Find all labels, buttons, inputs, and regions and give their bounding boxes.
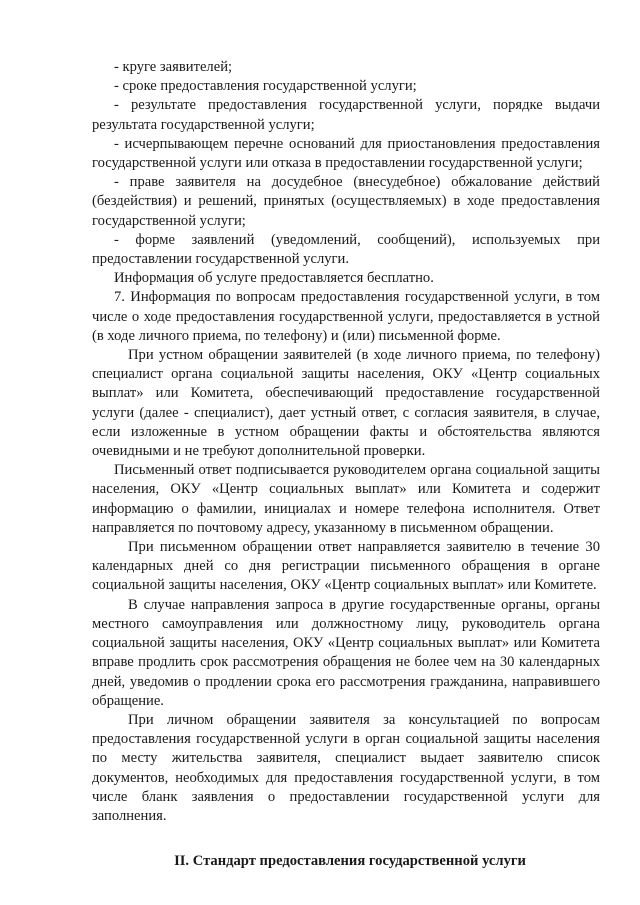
document-body [92,58,600,826]
paragraph-item-7: 7. Информация по вопросам предоставления государственной услуги, в том числе о ходе предоставления государственной услуги, предоставляется в устной (в ходе личного приема, по телефону) и (или) письменной форме. [92,289,600,344]
paragraph-free-info: Информация об услуге предоставляется бесплатно. [114,270,434,287]
paragraph-personal-visit: При личном обращении заявителя за консультацией по вопросам предоставления государственной услуги в орган социальной защиты населения по месту жительства заявителя, специалист выдает заявителю список документов, необходимых для предоставления государственной услуги, в том числе бланк заявления о предоставлении государственной услуги для заполнения. [92,711,600,824]
paragraph-request-extension: В случае направления запроса в другие государственные органы, органы местного самоуправления или должностному лицу, руководитель органа социальной защиты населения, ОКУ «Центр социальных выплат» или Комитета вправе продлить срок рассмотрения обращения не более чем на 30 календарных дней, уведомив о продлении срока его рассмотрения гражданина, направившего обращение. [92,596,600,709]
list-item-term: - сроке предоставления государственной услуги; [114,78,417,95]
list-item-application-forms: - форме заявлений (уведомлений, сообщений), используемых при предоставлении государственной услуги. [92,231,600,268]
list-item-applicants: - круге заявителей; [114,59,233,75]
list-item-result: - результате предоставления государственной услуги, порядке выдачи результата государственной услуги; [92,97,600,133]
list-item-grounds: - исчерпывающем перечне оснований для приостановления предоставления государственной услуги или отказа в предоставлении государственной услуги; [92,135,600,172]
paragraph-written-answer: Письменный ответ подписывается руководителем органа социальной защиты населения, ОКУ «Центр социальных выплат» или Комитета и содержит информацию о фамилии, инициалах и номере телефона исполнителя. Ответ направляется по почтовому адресу, указанному в письменном обращении. [92,462,600,536]
list-item-appeal-right: - праве заявителя на досудебное (внесудебное) обжалование действий (бездействия) и решений, принятых (осуществляемых) в ходе предоставления государственной услуги; [92,174,600,229]
paragraph-oral-request: При устном обращении заявителей (в ходе личного приема, по телефону) специалист органа социальной защиты населения, ОКУ «Центр социальных выплат» или Комитета, обеспечивающий предоставление государственной услуги (далее - специалист), дает устный ответ, с согласия заявителя, в случае, если изложенные в устном обращении факты и обстоятельства являются очевидными и не требуют дополнительной проверки. [92,347,600,460]
paragraph-written-request: При письменном обращении ответ направляется заявителю в течение 30 календарных дней со дня регистрации письменного обращения в органе социальной защиты населения, ОКУ «Центр социальных выплат» или Комитете. [92,539,600,594]
section-heading: II. Стандарт предоставления государственной услуги [174,853,526,870]
